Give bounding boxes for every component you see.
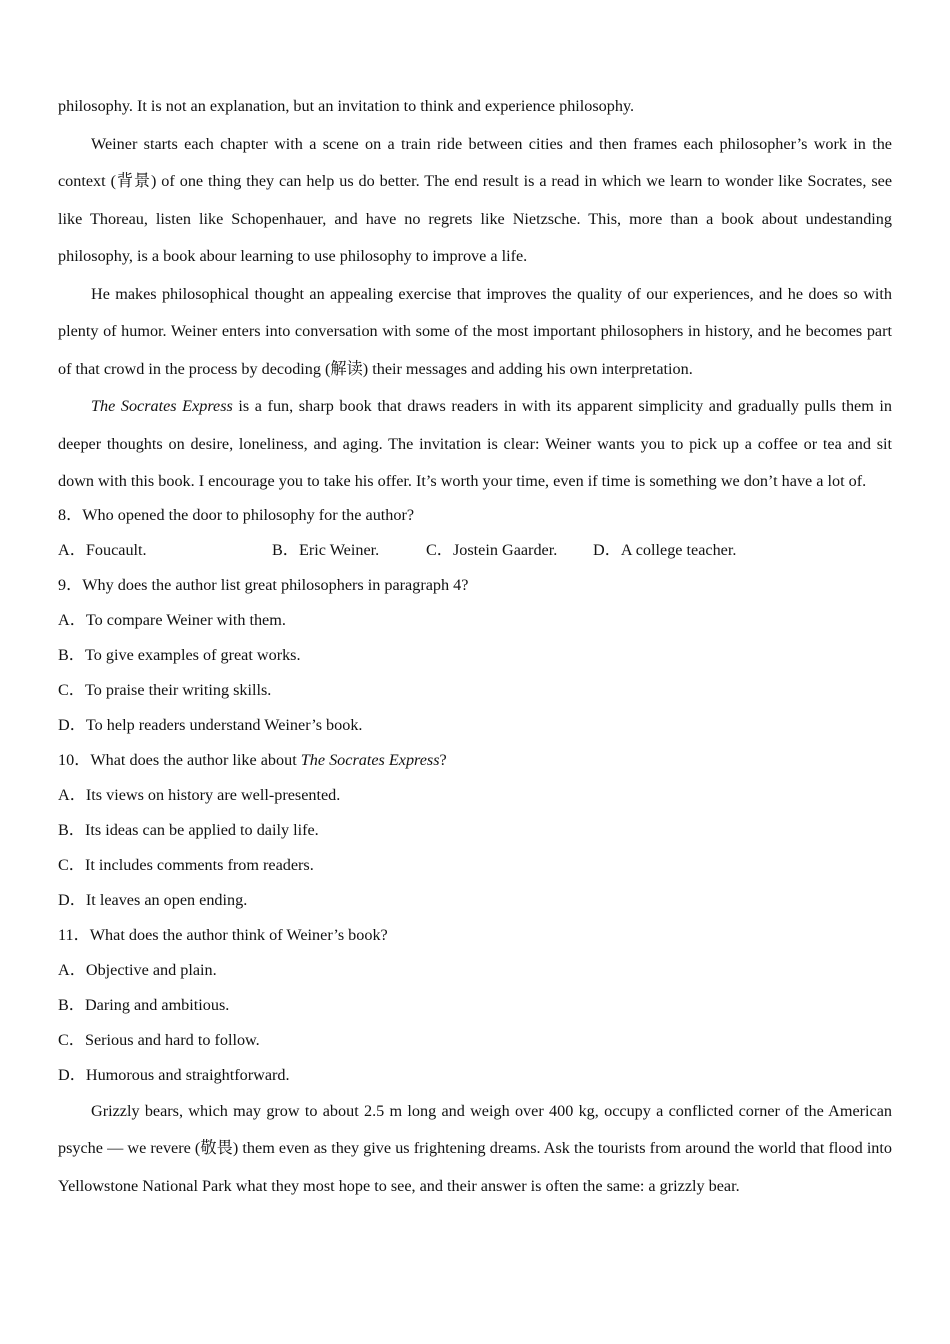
question-8-options [58,533,892,568]
option-text: Serious and hard to follow. [84,1030,260,1049]
option-label: D． [58,890,86,909]
question-number: 10． [58,750,91,769]
question-text: Why does the author list great philosophers in paragraph 4? [82,575,469,594]
option-text: Jostein Gaarder. [452,540,558,559]
option-b[interactable] [58,638,892,673]
option-a[interactable] [58,603,892,638]
option-a[interactable] [58,533,147,568]
option-d[interactable] [593,533,736,568]
option-text: Objective and plain. [85,960,217,979]
option-c[interactable] [58,1023,892,1058]
option-label: B． [58,995,85,1014]
question-11 [58,918,892,953]
option-label: B． [58,820,85,839]
option-c[interactable] [58,673,892,708]
question-number: 9． [58,575,83,594]
passage-paragraph: He makes philosophical thought an appealing exercise that improves the quality of our experiences, and he does so with plenty of humor. Weiner enters into conversation with some of the most important philosophers in history, and he becomes part of that crowd in the process by decoding (解读) their messages and adding his own interpretation. [58,284,892,378]
passage-text: is a fun, sharp book that draws readers in with its apparent simplicity and gradually pulls them in deeper thoughts on desire, loneliness, and aging. The invitation is clear: Weiner wants you to pick up a coffee or tea and sit down with this book. I encourage you to take his offer. It’s worth your time, even if time is something we don’t have a lot of. [58,397,892,490]
passage-paragraph: Grizzly bears, which may grow to about 2.5 m long and weigh over 400 kg, occupy a conflicted corner of the American psyche — we revere (敬畏) them even as they give us frightening dreams. Ask the tourists from around the world that flood into Yellowstone National Park what they most hope to see, and their answer is often the same: a grizzly bear. [58,1101,892,1195]
option-d[interactable] [58,708,892,743]
question-text: Who opened the door to philosophy for the author? [82,505,415,524]
option-label: C． [58,855,85,874]
option-text: Eric Weiner. [298,540,380,559]
book-title: The Socrates Express [91,397,233,415]
option-d[interactable] [58,1058,892,1093]
option-label: C． [58,680,85,699]
option-label: D． [593,540,621,559]
option-text: To praise their writing skills. [84,680,272,699]
option-a[interactable] [58,778,892,813]
option-text: To give examples of great works. [84,645,301,664]
option-b[interactable] [272,533,379,568]
option-label: D． [58,1065,86,1084]
option-c[interactable] [58,848,892,883]
option-label: C． [58,1030,85,1049]
question-9 [58,568,892,603]
option-text: Humorous and straightforward. [85,1065,290,1084]
option-b[interactable] [58,813,892,848]
question-number: 8． [58,505,83,524]
question-text: What does the author like about [90,750,301,769]
option-text: To help readers understand Weiner’s book. [85,715,363,734]
option-label: C． [426,540,453,559]
option-label: A． [58,540,86,559]
option-text: A college teacher. [620,540,737,559]
document-page [58,88,892,1205]
option-c[interactable] [426,533,557,568]
option-text: To compare Weiner with them. [85,610,286,629]
passage-paragraph: Weiner starts each chapter with a scene on a train ride between cities and then frames each philosopher’s work in the context (背景) of one thing they can help us do better. The end result is a read in which we learn to wonder like Socrates, see like Thoreau, listen like Schopenhauer, and have no regrets like Nietzsche. This, more than a book about undestanding philosophy, is a book abour learning to use philosophy to improve a life. [58,134,892,265]
option-text: Foucault. [85,540,147,559]
option-label: B． [272,540,299,559]
option-text: Daring and ambitious. [84,995,230,1014]
question-number: 11． [58,925,90,944]
option-label: A． [58,960,86,979]
option-text: Its views on history are well-presented. [85,785,341,804]
passage-paragraph [58,388,892,501]
option-label: A． [58,785,86,804]
question-10 [58,743,892,778]
question-8 [58,498,892,533]
option-d[interactable] [58,883,892,918]
question-text-end: ? [439,750,447,769]
option-a[interactable] [58,953,892,988]
option-text: It includes comments from readers. [84,855,314,874]
question-text: What does the author think of Weiner’s book? [89,925,388,944]
option-text: It leaves an open ending. [85,890,248,909]
option-text: Its ideas can be applied to daily life. [84,820,319,839]
book-title: The Socrates Express [300,750,440,769]
option-label: D． [58,715,86,734]
option-label: A． [58,610,86,629]
option-label: B． [58,645,85,664]
passage-paragraph: philosophy. It is not an explanation, but an invitation to think and experience philosophy. [58,97,635,115]
option-b[interactable] [58,988,892,1023]
